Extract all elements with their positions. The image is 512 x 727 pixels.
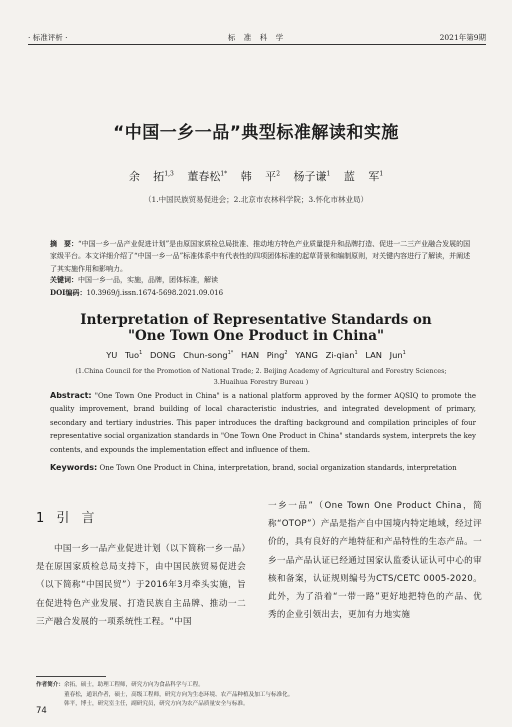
title-en-line2: "One Town One Product in China": [127, 328, 384, 344]
running-head-section: · 标准评析 ·: [28, 33, 68, 42]
authors-chinese: [30, 168, 482, 184]
author-cn: 余 拓$^{1,3}$: [128, 170, 174, 183]
author-en: YU Tuo$^1$: [106, 350, 143, 360]
section-heading-introduction: 1 引 言: [36, 511, 99, 526]
author-cn: 蓝 军$^1$: [343, 170, 384, 183]
affiliation-en-line2: 3.Huaihua Forestry Bureau ): [213, 378, 309, 386]
author-en: DONG Chun-song$^{1*}$: [149, 350, 234, 360]
affiliation-en-line1: (1.China Council for the Promotion of National Trade; 2. Beijing Academy of Agricultural and Forestry Sciences;: [75, 367, 447, 375]
page-number: 74: [36, 706, 47, 716]
abstract-english: [50, 389, 476, 457]
author-en: HAN Ping$^2$: [240, 350, 288, 360]
author-cn: 杨子谦$^1$: [293, 170, 331, 183]
title-en-line1: Interpretation of Representative Standards on: [80, 312, 432, 328]
body-column-left: [36, 497, 246, 631]
abstract-cn-label: 摘 要：: [50, 239, 78, 248]
abstract-cn-text: “中国一乡一品产业促进计划”是由原国家质检总局批准、推动地方特色产业质量提升和品牌打造、促进一二三产业融合发展的国家级平台。本文详细介绍了“中国一乡一品”标准体系中有代表性的四项团体标准的起草背景和编制原则，对关键内容进行了解读，并阐述了其实施作用和影响力。: [50, 240, 471, 273]
footnote-line: 韩平，博士，研究室主任，副研究员，研究方向为农产品质量安全与标准。: [64, 701, 249, 708]
doi-line: [50, 288, 472, 298]
title-english: [40, 312, 472, 344]
abstract-en-text: "One Town One Product in China" is a national platform approved by the former AQSIQ to promote the quality improvement, brand building of local characteristic industries, and integrated development of primary, secondary and tertiary industries. This paper introduces the drafting background and compilation principles of four representative social organization standards in "One Town One Product in China" standards system, interprets the key contents, and expounds the implementation effect and influence of them.: [50, 392, 476, 454]
body-paragraph: 中国一乡一品产业促进计划（以下简称一乡一品）是在原国家质检总局支持下，由中国民族贸易促进会（以下简称“中国民贸”）于2016年3月牵头实施，旨在促进特色产业发展、打造民族自主品牌、推动一二三产融合发展的一项系统性工程。“中国: [36, 544, 246, 627]
body-paragraph-continued: 一乡一品”（One Town One Product China，简称“OTOP”）产品是指产自中国境内特定地域，经过评价的，具有良好的产地特征和产品特性的生态产品。一乡一品产品认证已经通过国家认监委认证认可中心的审核和备案，认证规则编号为CTS/CETC 0005-2020。此外，为了沿着“一带一路”更好地把特色的产品、优秀的企业引领出去，更加有力地实施: [268, 501, 482, 621]
footnote-line: 作者简介：余拓，硕士，助理工程师，研究方向为食品科学与工程。: [36, 682, 204, 688]
keywords-en-text: One Town One Product in China, interpretation, brand, social organization standards, interpretation: [99, 464, 457, 472]
doi-link[interactable]: 10.3969/j.issn.1674-5698.2021.09.016: [86, 289, 224, 297]
doi-label: DOI编码：: [50, 288, 87, 297]
abstract-en-label: Abstract:: [50, 391, 92, 400]
affiliation-english: [52, 366, 470, 388]
affiliation-chinese: （1.中国民族贸易促进会；2.北京市农林科学院；3.怀化市林业局）: [144, 195, 368, 204]
authors-english: [40, 350, 472, 360]
running-head-issue: 2021年第9期: [439, 33, 486, 42]
footnote-divider: [36, 676, 106, 677]
footnote-label: 作者简介：: [36, 682, 64, 688]
keywords-cn-label: 关键词：: [50, 275, 78, 284]
author-footnotes: [36, 681, 482, 710]
abstract-chinese: [50, 238, 472, 275]
body-column-right: [268, 497, 482, 624]
keywords-en-label: Keywords:: [50, 463, 98, 472]
author-en: YANG Zi-qian$^1$: [295, 350, 358, 360]
footnote-line: 董春松，通讯作者，硕士，高级工程师，研究方向为生态环境、农产品种植及加工与标准化。: [64, 691, 294, 698]
keywords-chinese: [50, 275, 472, 285]
author-cn: 董春松$^{1*}$: [187, 170, 228, 183]
keywords-english: [50, 463, 476, 472]
running-head: [28, 30, 486, 45]
keywords-cn-text: 中国一乡一品，实施，品牌，团体标准，解读: [78, 276, 218, 284]
running-head-journal: 标 准 科 学: [227, 33, 287, 42]
author-cn: 韩 平$^2$: [240, 170, 281, 183]
author-en: LAN Jun$^1$: [365, 350, 406, 360]
title-chinese: “中国一乡一品”典型标准解读和实施: [113, 123, 399, 143]
